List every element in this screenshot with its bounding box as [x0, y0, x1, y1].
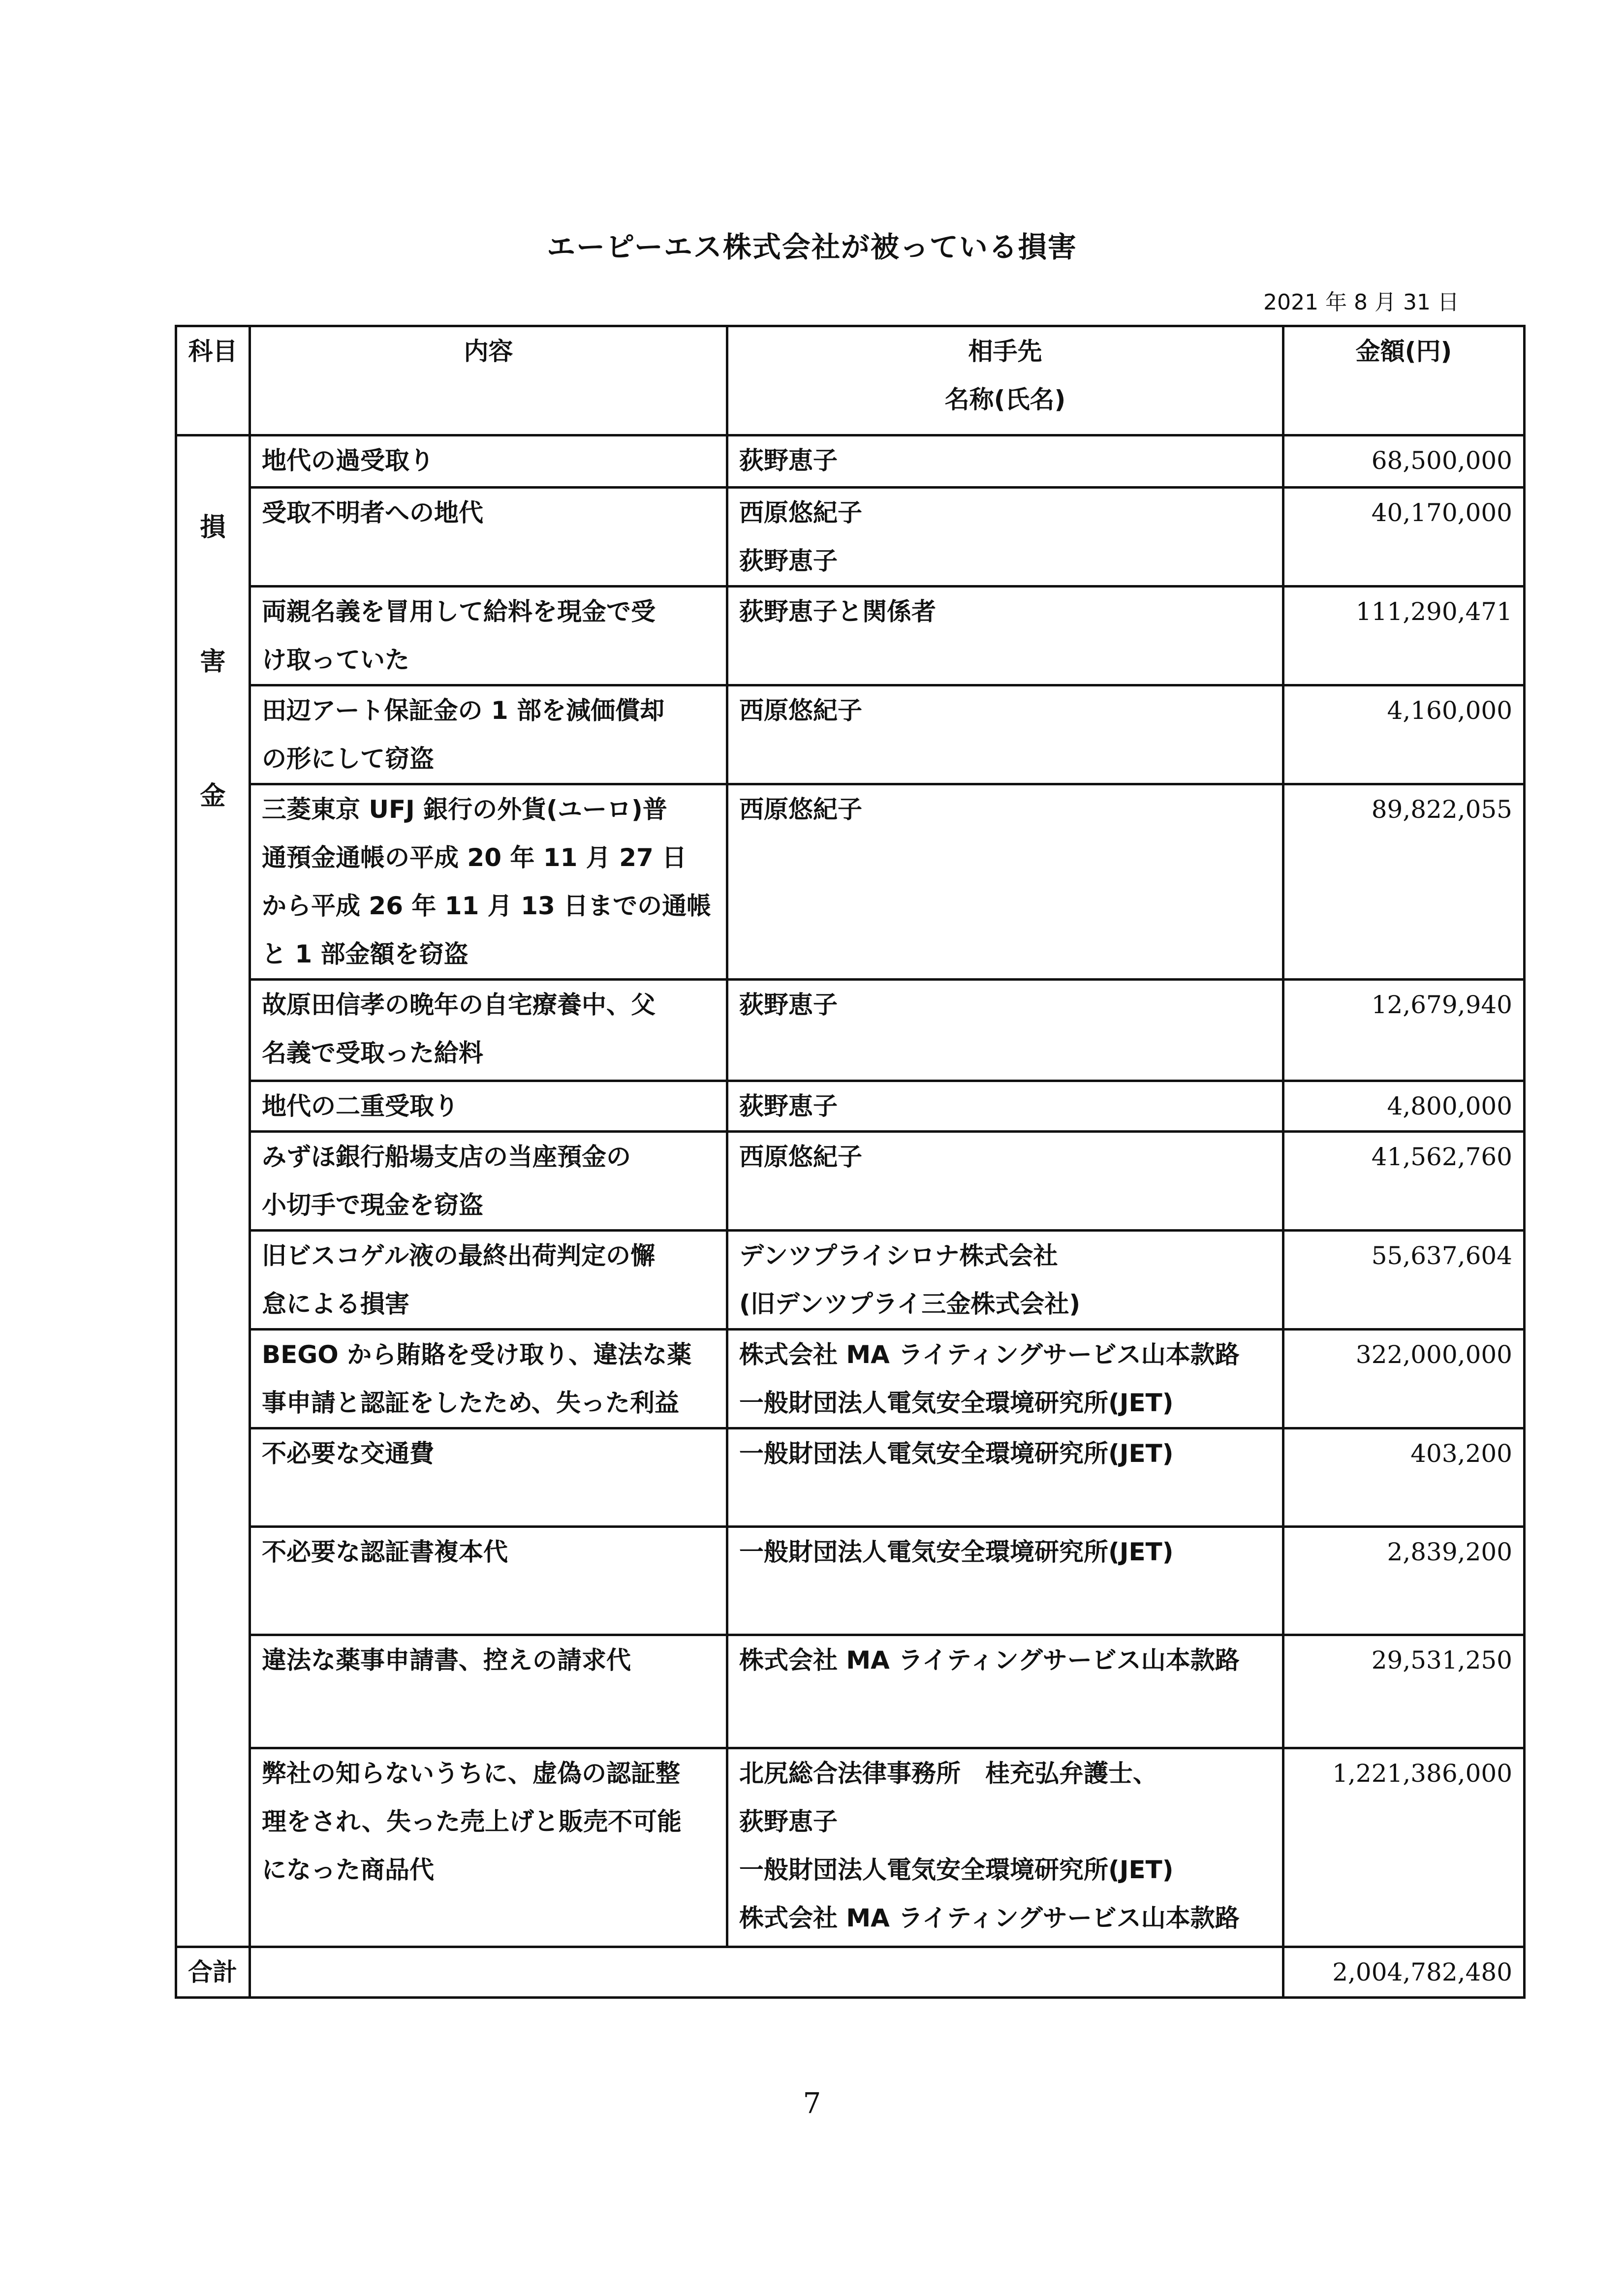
row-party: デンツプライシロナ株式会社 (旧デンツプライ三金株式会社)	[727, 1231, 1283, 1330]
row-party: 西原悠紀子 荻野恵子	[727, 488, 1283, 587]
table-row	[176, 1748, 1525, 1947]
row-content: 故原田信孝の晩年の自宅療養中、父 名義で受取った給料	[250, 980, 727, 1081]
row-party: 荻野恵子	[727, 435, 1283, 488]
row-content: BEGO から賄賂を受け取り、違法な薬 事申請と認証をしたため、失った利益	[250, 1330, 727, 1428]
table-row	[176, 488, 1525, 587]
row-amount: 4,800,000	[1283, 1081, 1525, 1132]
row-amount: 2,839,200	[1283, 1527, 1525, 1635]
row-content: みずほ銀行船場支店の当座預金の 小切手で現金を窃盗	[250, 1132, 727, 1231]
row-party: 西原悠紀子	[727, 1132, 1283, 1231]
row-content: 旧ビスコゲル液の最終出荷判定の懈 怠による損害	[250, 1231, 727, 1330]
table-row	[176, 1231, 1525, 1330]
row-amount: 4,160,000	[1283, 685, 1525, 784]
subject-cell	[176, 435, 250, 1947]
row-amount: 41,562,760	[1283, 1132, 1525, 1231]
row-party: 一般財団法人電気安全環境研究所(JET)	[727, 1527, 1283, 1635]
total-empty-cell	[250, 1947, 1283, 1998]
document-date: 2021 年 8 月 31 日	[1263, 290, 1459, 315]
row-amount: 403,200	[1283, 1428, 1525, 1527]
row-content: 受取不明者への地代	[250, 488, 727, 587]
row-party: 株式会社 MA ライティングサービス山本款路	[727, 1635, 1283, 1748]
row-amount: 111,290,471	[1283, 587, 1525, 685]
row-amount: 1,221,386,000	[1283, 1748, 1525, 1947]
row-amount: 29,531,250	[1283, 1635, 1525, 1748]
row-amount: 12,679,940	[1283, 980, 1525, 1081]
row-content: 弊社の知らないうちに、虚偽の認証整 理をされ、失った売上げと販売不可能 になった商品代	[250, 1748, 727, 1947]
page-title: エーピーエス株式会社が被っている損害	[547, 230, 1077, 264]
row-party: 荻野恵子	[727, 980, 1283, 1081]
row-amount: 322,000,000	[1283, 1330, 1525, 1428]
table-row	[176, 980, 1525, 1081]
row-party: 荻野恵子	[727, 1081, 1283, 1132]
row-amount: 40,170,000	[1283, 488, 1525, 587]
row-party: 西原悠紀子	[727, 685, 1283, 784]
table-row	[176, 587, 1525, 685]
table-header-row	[176, 326, 1525, 435]
row-content: 両親名義を冒用して給料を現金で受 け取っていた	[250, 587, 727, 685]
row-party: 一般財団法人電気安全環境研究所(JET)	[727, 1428, 1283, 1527]
subject-char: 損	[200, 513, 226, 542]
header-amount: 金額(円)	[1283, 326, 1525, 435]
table-row	[176, 1132, 1525, 1231]
subject-char: 金	[200, 781, 226, 811]
table-row	[176, 1428, 1525, 1527]
row-content: 地代の二重受取り	[250, 1081, 727, 1132]
row-amount: 55,637,604	[1283, 1231, 1525, 1330]
header-subject: 科目	[176, 326, 250, 435]
header-party: 相手先 名称(氏名)	[727, 326, 1283, 435]
table-row	[176, 1081, 1525, 1132]
row-content: 不必要な交通費	[250, 1428, 727, 1527]
row-content: 違法な薬事申請書、控えの請求代	[250, 1635, 727, 1748]
row-content: 地代の過受取り	[250, 435, 727, 488]
row-party: 西原悠紀子	[727, 784, 1283, 980]
row-content: 不必要な認証書複本代	[250, 1527, 727, 1635]
header-content: 内容	[250, 326, 727, 435]
total-row	[176, 1947, 1525, 1998]
page-number: 7	[803, 2086, 821, 2120]
row-party: 北尻総合法律事務所 桂充弘弁護士、 荻野恵子 一般財団法人電気安全環境研究所(JET) 株式会社 MA ライティングサービス山本款路	[727, 1748, 1283, 1947]
row-amount: 89,822,055	[1283, 784, 1525, 980]
table-row	[176, 1527, 1525, 1635]
row-amount: 68,500,000	[1283, 435, 1525, 488]
damage-table	[175, 325, 1526, 1999]
table-row	[176, 1635, 1525, 1748]
subject-char: 害	[200, 647, 226, 677]
row-content: 三菱東京 UFJ 銀行の外貨(ユーロ)普 通預金通帳の平成 20 年 11 月 27 日 から平成 26 年 11 月 13 日までの通帳 と 1 部金額を窃盗	[250, 784, 727, 980]
row-party: 荻野恵子と関係者	[727, 587, 1283, 685]
total-amount: 2,004,782,480	[1283, 1947, 1525, 1998]
total-label: 合計	[176, 1947, 250, 1998]
table-row	[176, 435, 1525, 488]
table-row	[176, 784, 1525, 980]
table-row	[176, 1330, 1525, 1428]
row-content: 田辺アート保証金の 1 部を減価償却 の形にして窃盗	[250, 685, 727, 784]
row-party: 株式会社 MA ライティングサービス山本款路 一般財団法人電気安全環境研究所(JET)	[727, 1330, 1283, 1428]
table-row	[176, 685, 1525, 784]
